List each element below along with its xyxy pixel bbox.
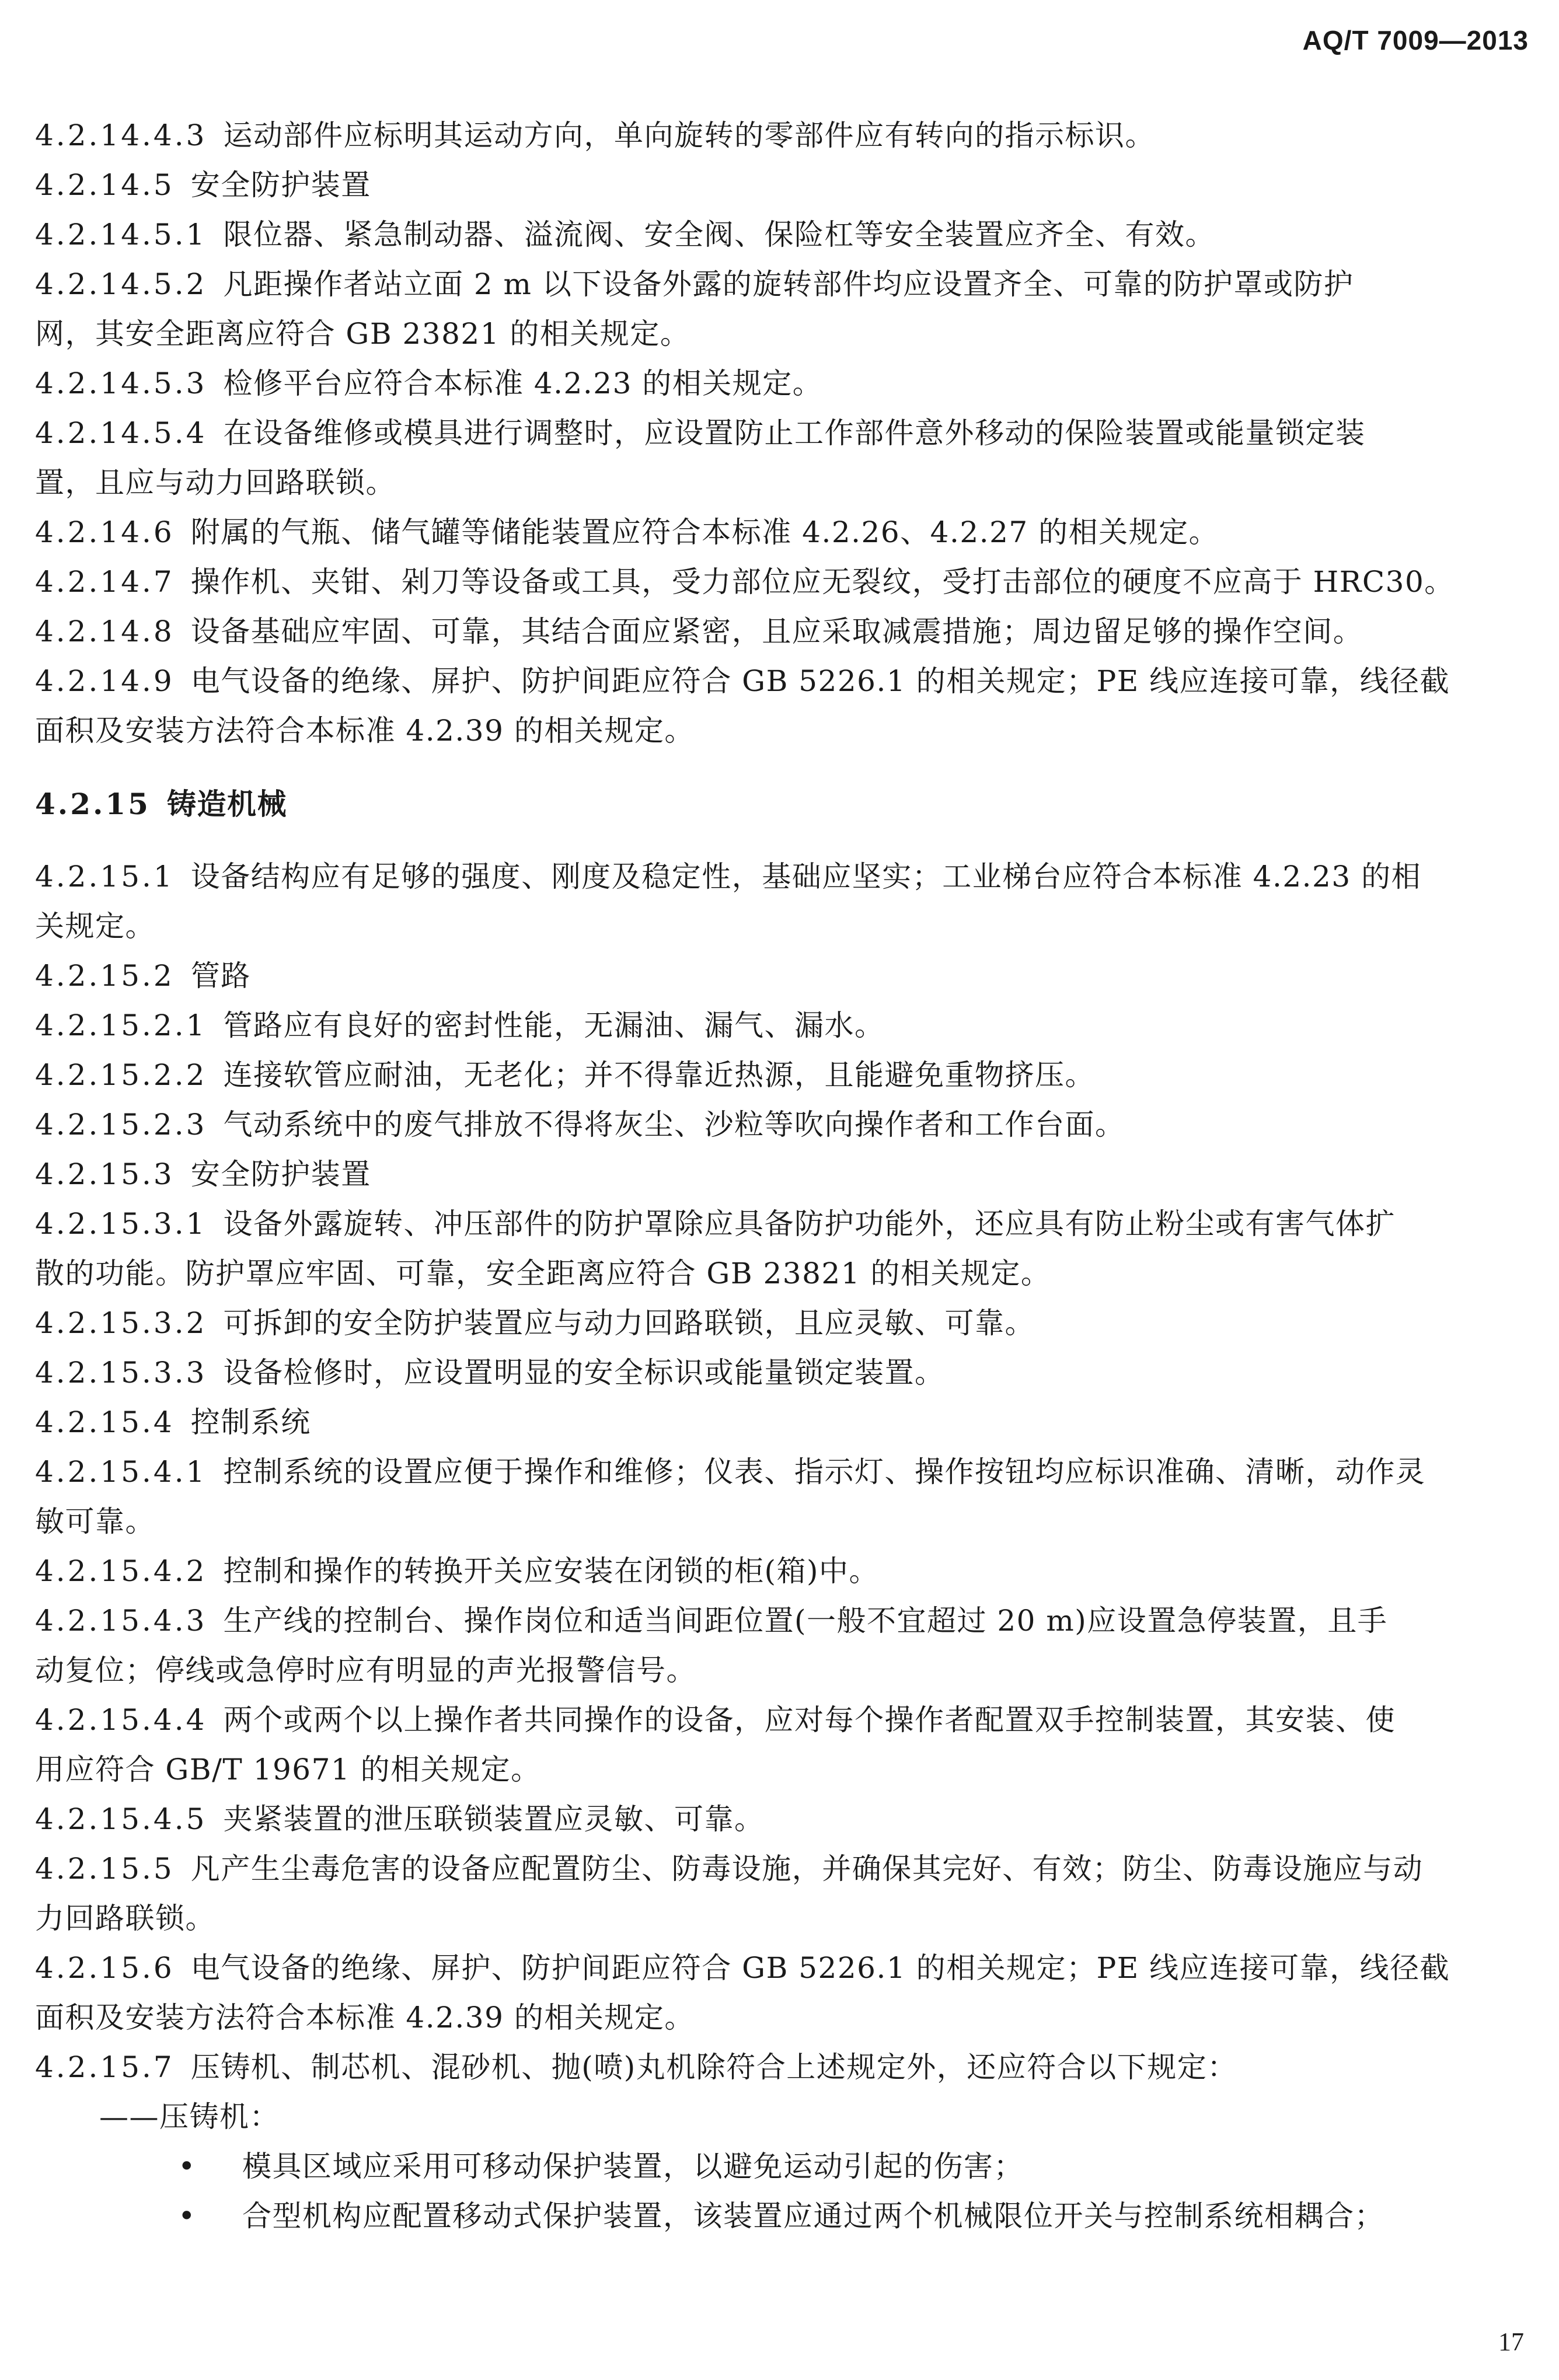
clause-number: 4.2.14.5.1	[35, 218, 207, 252]
clause-number: 4.2.14.5.4	[35, 416, 207, 450]
clause-text: 敏可靠。	[35, 1505, 155, 1538]
clause-text: 关规定。	[35, 909, 155, 943]
clause-line	[35, 852, 1529, 902]
clause-line	[35, 1844, 1529, 1894]
clause-number: 4.2.14.5.3	[35, 367, 207, 400]
clause-number: 4.2.14.5.2	[35, 267, 207, 301]
clause-number: 4.2.15.5	[35, 1852, 175, 1886]
clause-text: 生产线的控制台、操作岗位和适当间距位置(一般不宜超过 20 m)应设置急停装置，且手	[223, 1604, 1388, 1638]
section-heading	[35, 779, 1529, 829]
clause-continuation	[35, 1646, 1529, 1695]
clause-number: 4.2.15.4.5	[35, 1802, 207, 1836]
clause-line	[35, 1150, 1529, 1199]
clause-number: 4.2.15.6	[35, 1951, 175, 1985]
clause-number: 4.2.14.4.3	[35, 118, 207, 152]
clause-line	[35, 260, 1529, 309]
clause-text: 网，其安全距离应符合 GB 23821 的相关规定。	[35, 317, 690, 351]
clause-line	[35, 1348, 1529, 1398]
list-subheading: ——压铸机：	[99, 2100, 280, 2134]
clause-line	[35, 951, 1529, 1001]
clause-number: 4.2.15.3	[35, 1157, 175, 1191]
clause-line	[35, 1100, 1529, 1150]
clause-continuation	[35, 1894, 1529, 1943]
clause-text: 电气设备的绝缘、屏护、防护间距应符合 GB 5226.1 的相关规定；PE 线应连接可靠，线径截	[190, 664, 1450, 698]
clause-number: 4.2.15.1	[35, 860, 175, 894]
clause-text: 连接软管应耐油，无老化；并不得靠近热源，且能避免重物挤压。	[223, 1058, 1095, 1092]
clause-line	[35, 1199, 1529, 1249]
clause-number: 4.2.14.6	[35, 515, 175, 549]
clause-line	[35, 657, 1529, 706]
clause-text: 设备检修时，应设置明显的安全标识或能量锁定装置。	[223, 1356, 945, 1390]
clause-number: 4.2.15.4.1	[35, 1455, 207, 1489]
clause-line	[35, 557, 1529, 607]
clause-number: 4.2.15.7	[35, 2050, 175, 2084]
clause-line	[35, 508, 1529, 557]
clause-number: 4.2.15.3.2	[35, 1306, 207, 1340]
clause-number: 4.2.15.4	[35, 1405, 175, 1439]
document-code-header: AQ/T 7009—2013	[1302, 25, 1529, 55]
document-body	[35, 111, 1529, 2241]
clause-text: 凡距操作者站立面 2 m 以下设备外露的旋转部件均应设置齐全、可靠的防护罩或防护	[223, 267, 1354, 301]
clause-line	[35, 1051, 1529, 1100]
clause-line	[35, 607, 1529, 657]
clause-line	[35, 1547, 1529, 1596]
clause-text: 控制系统的设置应便于操作和维修；仪表、指示灯、操作按钮均应标识准确、清晰，动作灵	[223, 1455, 1426, 1489]
clause-text: 夹紧装置的泄压联锁装置应灵敏、可靠。	[223, 1802, 765, 1836]
clause-line	[35, 409, 1529, 458]
clause-number: 4.2.14.7	[35, 565, 175, 599]
bullet-mark: •	[178, 2199, 196, 2233]
clause-continuation	[35, 706, 1529, 756]
clause-line	[35, 160, 1529, 210]
clause-text: 管路	[190, 959, 251, 993]
clause-number: 4.2.15.3.3	[35, 1356, 207, 1390]
bullet-item	[35, 2142, 1529, 2191]
clause-text: 压铸机、制芯机、混砂机、抛(喷)丸机除符合上述规定外，还应符合以下规定：	[190, 2050, 1237, 2084]
clause-continuation	[35, 1745, 1529, 1795]
clause-continuation	[35, 1497, 1529, 1547]
bullet-text: 合型机构应配置移动式保护装置，该装置应通过两个机械限位开关与控制系统相耦合；	[242, 2199, 1384, 2233]
clause-number: 4.2.15.2	[35, 959, 175, 993]
clause-text: 控制和操作的转换开关应安装在闭锁的柜(箱)中。	[223, 1554, 879, 1588]
clause-text: 运动部件应标明其运动方向，单向旋转的零部件应有转向的指示标识。	[223, 118, 1155, 152]
page-number: 17	[1498, 2327, 1524, 2356]
clause-text: 安全防护装置	[190, 168, 371, 202]
clause-line	[35, 1596, 1529, 1646]
clause-number: 4.2.15.2.2	[35, 1058, 207, 1092]
clause-text: 操作机、夹钳、剁刀等设备或工具，受力部位应无裂纹，受打击部位的硬度不应高于 HRC30。	[190, 565, 1455, 599]
clause-line	[35, 1695, 1529, 1745]
clause-line	[35, 2043, 1529, 2092]
clause-line	[35, 359, 1529, 409]
clause-text: 凡产生尘毒危害的设备应配置防尘、防毒设施，并确保其完好、有效；防尘、防毒设施应与动	[190, 1852, 1424, 1886]
clause-text: 气动系统中的废气排放不得将灰尘、沙粒等吹向操作者和工作台面。	[223, 1108, 1125, 1142]
section-title: 铸造机械	[166, 787, 287, 821]
clause-continuation	[35, 309, 1529, 359]
clause-text: 面积及安装方法符合本标准 4.2.39 的相关规定。	[35, 714, 695, 748]
clause-continuation	[35, 902, 1529, 951]
clause-line	[35, 210, 1529, 260]
clause-line	[35, 1398, 1529, 1447]
clause-text: 两个或两个以上操作者共同操作的设备，应对每个操作者配置双手控制装置，其安装、使	[223, 1703, 1396, 1737]
clause-text: 设备外露旋转、冲压部件的防护罩除应具备防护功能外，还应具有防止粉尘或有害气体扩	[223, 1207, 1396, 1241]
clause-text: 在设备维修或模具进行调整时，应设置防止工作部件意外移动的保险装置或能量锁定装	[223, 416, 1366, 450]
clause-continuation	[35, 1249, 1529, 1299]
bullet-mark: •	[178, 2149, 196, 2183]
clause-text: 管路应有良好的密封性能，无漏油、漏气、漏水。	[223, 1008, 885, 1042]
clause-text: 置，且应与动力回路联锁。	[35, 466, 396, 500]
clause-continuation	[35, 1993, 1529, 2043]
clause-line	[35, 1943, 1529, 1993]
clause-line	[35, 1795, 1529, 1844]
clause-number: 4.2.14.8	[35, 615, 175, 648]
clause-line	[35, 1447, 1529, 1497]
clause-text: 动复位；停线或急停时应有明显的声光报警信号。	[35, 1653, 696, 1687]
clause-number: 4.2.15.3.1	[35, 1207, 207, 1241]
clause-continuation	[35, 458, 1529, 508]
clause-number: 4.2.15.4.3	[35, 1604, 207, 1638]
clause-line	[35, 1001, 1529, 1051]
clause-text: 用应符合 GB/T 19671 的相关规定。	[35, 1753, 541, 1786]
clause-number: 4.2.15.2.1	[35, 1008, 207, 1042]
clause-text: 附属的气瓶、储气罐等储能装置应符合本标准 4.2.26、4.2.27 的相关规定。	[190, 515, 1219, 549]
clause-number: 4.2.15.2.3	[35, 1108, 207, 1142]
clause-line	[35, 111, 1529, 160]
clause-number: 4.2.14.9	[35, 664, 175, 698]
clause-text: 设备基础应牢固、可靠，其结合面应紧密，且应采取减震措施；周边留足够的操作空间。	[190, 615, 1363, 648]
clause-text: 面积及安装方法符合本标准 4.2.39 的相关规定。	[35, 2001, 695, 2034]
clause-number: 4.2.14.5	[35, 168, 175, 202]
clause-text: 检修平台应符合本标准 4.2.23 的相关规定。	[223, 367, 823, 400]
bullet-text: 模具区域应采用可移动保护装置，以避免运动引起的伤害；	[242, 2149, 1024, 2183]
clause-text: 可拆卸的安全防护装置应与动力回路联锁，且应灵敏、可靠。	[223, 1306, 1035, 1340]
clause-text: 控制系统	[190, 1405, 311, 1439]
clause-text: 设备结构应有足够的强度、刚度及稳定性，基础应坚实；工业梯台应符合本标准 4.2.23 的相	[190, 860, 1422, 894]
clause-text: 限位器、紧急制动器、溢流阀、安全阀、保险杠等安全装置应齐全、有效。	[223, 218, 1215, 252]
clause-text: 安全防护装置	[190, 1157, 371, 1191]
section-number: 4.2.15	[35, 787, 151, 821]
clause-number: 4.2.15.4.4	[35, 1703, 207, 1737]
clause-text: 散的功能。防护罩应牢固、可靠，安全距离应符合 GB 23821 的相关规定。	[35, 1257, 1051, 1290]
clause-text: 力回路联锁。	[35, 1901, 215, 1935]
clause-number: 4.2.15.4.2	[35, 1554, 207, 1588]
clause-line	[35, 1299, 1529, 1348]
clause-text: 电气设备的绝缘、屏护、防护间距应符合 GB 5226.1 的相关规定；PE 线应连接可靠，线径截	[190, 1951, 1450, 1985]
bullet-item	[35, 2191, 1529, 2241]
